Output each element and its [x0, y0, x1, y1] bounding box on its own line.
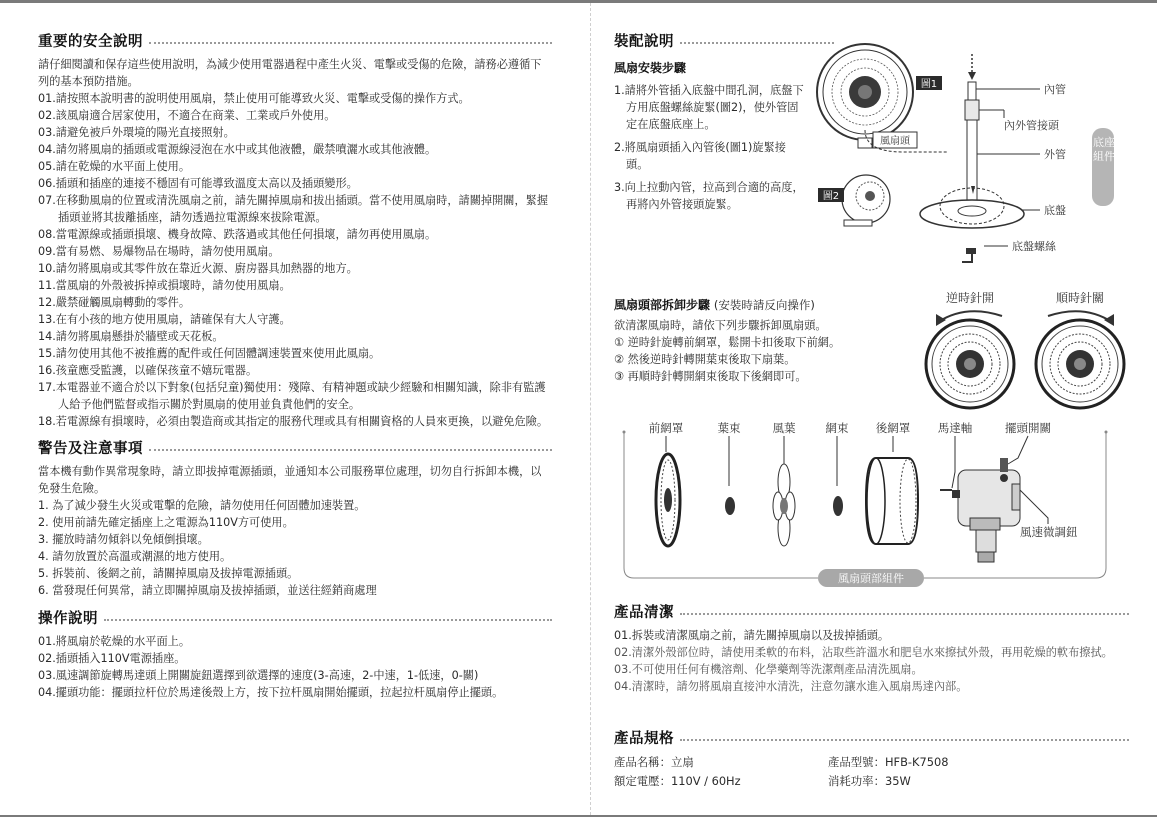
- down-arrow-icon: [968, 72, 976, 80]
- safety-item: 05.請在乾燥的水平面上使用。: [38, 160, 191, 173]
- safety-item: 01.請按照本說明書的說明使用風扇，禁止使用可能導致火災、電擊或受傷的操作方式。: [38, 92, 470, 105]
- dotted-rule: [104, 619, 552, 621]
- part-label-front-grille: 前網罩: [648, 421, 684, 435]
- motor-body-illustration: [940, 458, 1020, 562]
- cleaning-header: [614, 601, 1129, 622]
- grille-nut-illustration: [833, 496, 843, 516]
- speed-knob-label: 風速微調鈕: [1020, 525, 1078, 539]
- disassembly-step: ② 然後逆時針轉開葉束後取下扇葉。: [614, 353, 796, 366]
- safety-item: 12.嚴禁碰觸風扇轉動的零件。: [38, 296, 191, 309]
- safety-item: 11.當風扇的外殼被拆掉或損壞時，請勿使用風扇。: [38, 279, 291, 292]
- safety-item: 07.在移動風扇的位置或清洗風扇之前，請先關掉風扇和拔出插頭。當不使用風扇時，請關掉開關，緊握插頭並將其拔離插座，請勿透過拉電源線來拔除電源。: [38, 194, 549, 224]
- grille-ccw-illustration: [926, 320, 1014, 408]
- warning-intro: 當本機有動作異常現象時，請立即拔掉電源插頭，並通知本公司服務單位處理，切勿自行拆卸本機，以免發生危險。: [38, 465, 542, 495]
- assembly-title: 裝配說明: [614, 34, 674, 50]
- assembly-step: 2.將風扇頭插入內管後(圖1)旋緊接頭。: [614, 141, 786, 171]
- page-fold-divider: [590, 3, 592, 815]
- disassembly-note: (安裝時請反向操作): [713, 298, 815, 312]
- top-border: [0, 0, 1157, 3]
- inner-tube-label: 內管: [1044, 83, 1066, 96]
- spec-row: [614, 772, 1129, 791]
- warning-list: [38, 497, 552, 599]
- cleaning-section: [614, 601, 1129, 695]
- warning-title: 警告及注意事項: [38, 441, 143, 457]
- specs-title: 產品規格: [614, 731, 674, 747]
- part-label-oscillation-switch: 擺頭開關: [1005, 421, 1051, 435]
- spec-power: 消耗功率：35W: [828, 774, 911, 788]
- fan-blade-illustration: [773, 464, 795, 546]
- parts-diagram: [618, 418, 1118, 588]
- fig2-inset: [842, 175, 890, 226]
- rotation-diagram: [920, 286, 1150, 416]
- disassembly-step: ① 逆時針旋轉前網罩，鬆開卡扣後取下前網。: [614, 336, 841, 349]
- operation-title: 操作說明: [38, 611, 98, 627]
- base-screw-label: 底盤螺絲: [1012, 240, 1056, 253]
- safety-item: 02.該風扇適合居家使用，不適合在商業、工業或戶外使用。: [38, 109, 336, 122]
- part-label-motor-shaft: 馬達軸: [937, 421, 973, 435]
- operation-item: 03.風速調節旋轉馬達頭上開關旋鈕選擇到欲選擇的速度(3-高速，2-中速，1-低速，0-關): [38, 669, 479, 682]
- safety-item: 04.請勿將風扇的插頭或電源線浸泡在水中或其他液體，嚴禁噴灑水或其他液體。: [38, 143, 437, 156]
- spec-row: [614, 753, 1129, 772]
- safety-item: 15.請勿使用其他不被推薦的配件或任何固體調速裝置來使用此風扇。: [38, 347, 381, 360]
- group-frame: [624, 432, 1106, 578]
- grille-cw-illustration: [1036, 320, 1124, 408]
- disassembly-intro: 欲清潔風扇時，請依下列步驟拆卸風扇頭。: [614, 319, 827, 332]
- safety-item: 14.請勿將風扇懸掛於牆壁或天花板。: [38, 330, 224, 343]
- stand-pole-illustration: [965, 82, 979, 210]
- part-label-blade: 風葉: [772, 421, 796, 435]
- fig2-label: 圖2: [822, 191, 840, 202]
- safety-title: 重要的安全說明: [38, 34, 143, 50]
- disassembly-text: [614, 296, 904, 385]
- rear-grille-illustration: [866, 458, 918, 544]
- dotted-rule: [680, 613, 1129, 615]
- safety-item: 10.請勿將風扇或其零件放在靠近火源、廚房器具加熱器的地方。: [38, 262, 358, 275]
- spec-model: 產品型號：HFB-K7508: [828, 755, 949, 769]
- cw-label: 順時針關: [1055, 291, 1105, 305]
- operation-item: 01.將風扇於乾燥的水平面上。: [38, 635, 191, 648]
- specs-section: [614, 727, 1129, 791]
- part-label-rear-grille: 後網罩: [875, 421, 911, 435]
- warning-item: 4. 請勿放置於高溫或潮濕的地方使用。: [38, 550, 232, 563]
- assembly-header: [614, 30, 834, 51]
- disassembly-step: ③ 再順時針轉開網束後取下後網即可。: [614, 370, 807, 383]
- warning-item: 3. 擺放時請勿傾斜以免傾倒損壞。: [38, 533, 209, 546]
- base-label: 底盤: [1044, 204, 1066, 217]
- safety-item: 09.當有易燃、易爆物品在場時，請勿使用風扇。: [38, 245, 280, 258]
- warning-item: 1. 為了減少發生火災或電擊的危險，請勿使用任何固體加速裝置。: [38, 499, 366, 512]
- safety-item: 17.本電器並不適合於以下對象(包括兒童)獨使用：殘障、有精神題或缺少經驗和相關知識，除非有監護人給予他們監督或指示關於對風扇的使用並負責他們的安全。: [38, 381, 546, 411]
- spec-voltage: 額定電壓：110V / 60Hz: [614, 774, 741, 788]
- operation-list: [38, 633, 552, 701]
- assembly-subtitle: 風扇安裝步驟: [614, 61, 687, 75]
- safety-item: 18.若電源線有損壞時，必須由製造商或其指定的服務代理或具有相關資格的人員來更換，以避免危險。: [38, 415, 549, 428]
- cleaning-item: 04.清潔時，請勿將風扇直接沖水清洗，注意勿讓水進入風扇馬達內部。: [614, 680, 968, 693]
- warning-item: 2. 使用前請先確定插座上之電源為110V方可使用。: [38, 516, 294, 529]
- assembly-step: 1.請將外管插入底盤中間孔洞，底盤下方用底盤螺絲旋緊(圖2)，使外管固定在底盤底座上。: [614, 84, 804, 131]
- cleaning-item: 02.清潔外殼部位時，請使用柔軟的布料，沾取些許溫水和肥皂水來擦拭外殼，再用乾燥的軟布擦拭。: [614, 646, 1113, 659]
- assembly-steps: [614, 82, 804, 213]
- safety-list: [38, 90, 552, 430]
- cleaning-item: 03.不可使用任何有機溶劑、化學藥劑等洗潔劑產品清洗風扇。: [614, 663, 923, 676]
- warning-item: 5. 拆裝前、後網之前，請關掉風扇及拔掉電源插頭。: [38, 567, 299, 580]
- assembly-step: 3.向上拉動內管，拉高到合適的高度，再將內外管接頭旋緊。: [614, 181, 804, 211]
- operation-item: 02.插頭插入110V電源插座。: [38, 652, 186, 665]
- specs-header: [614, 727, 1129, 748]
- safety-item: 16.孩童應受監護，以確保孩童不嬉玩電器。: [38, 364, 258, 377]
- cleaning-item: 01.拆裝或清潔風扇之前，請先關掉風扇以及拔掉插頭。: [614, 629, 890, 642]
- safety-item: 06.插頭和插座的連接不穩固有可能導致溫度太高以及插頭變形。: [38, 177, 358, 190]
- safety-intro: 請仔細閱讀和保存這些使用說明，為減少使用電器過程中產生火災、電擊或受傷的危險，請務必遵循下列的基本預防措施。: [38, 58, 542, 88]
- dotted-rule: [149, 42, 552, 44]
- operation-header: [38, 607, 552, 628]
- warning-item: 6. 當發現任何異常，請立即關掉風扇及拔掉插頭，並送往經銷商處理: [38, 584, 377, 597]
- cleaning-title: 產品清潔: [614, 605, 674, 621]
- assembly-diagram: [808, 34, 1118, 274]
- joint-label: 內外管接頭: [1004, 119, 1059, 132]
- group-label: 風扇頭部組件: [838, 572, 904, 585]
- dotted-rule: [149, 449, 552, 451]
- dotted-rule: [680, 739, 1129, 741]
- operation-item: 04.擺頭功能：擺頭拉杆位於馬達後殼上方，按下拉杆風扇開始擺頭，拉起拉杆風扇停止擺頭。: [38, 686, 504, 699]
- disassembly-title: 風扇頭部拆卸步驟: [614, 298, 711, 312]
- spec-name: 產品名稱：立扇: [614, 755, 694, 769]
- part-label-grille-nut: 網束: [825, 421, 849, 435]
- safety-item: 08.當電源線或插頭損壞、機身故障、跌落過或其他任何損壞，請勿再使用風扇。: [38, 228, 437, 241]
- safety-header: [38, 30, 552, 51]
- ccw-arrow-icon: [936, 314, 946, 326]
- blade-nut-illustration: [725, 497, 735, 515]
- safety-item: 03.請避免被戶外環境的陽光直接照射。: [38, 126, 235, 139]
- fig1-label: 圖1: [920, 79, 938, 90]
- outer-tube-label: 外管: [1044, 148, 1066, 161]
- front-grille-illustration: [656, 454, 680, 546]
- left-column: [38, 30, 552, 701]
- part-label-blade-nut: 葉束: [717, 421, 741, 435]
- safety-item: 13.在有小孩的地方使用風扇，請確保有大人守護。: [38, 313, 291, 326]
- head-label: 風扇頭: [880, 136, 910, 147]
- cw-arrow-icon: [1104, 314, 1114, 326]
- warning-header: [38, 437, 552, 458]
- ccw-label: 逆時針開: [945, 291, 995, 305]
- side-tab-label: 底座組件: [1093, 136, 1115, 163]
